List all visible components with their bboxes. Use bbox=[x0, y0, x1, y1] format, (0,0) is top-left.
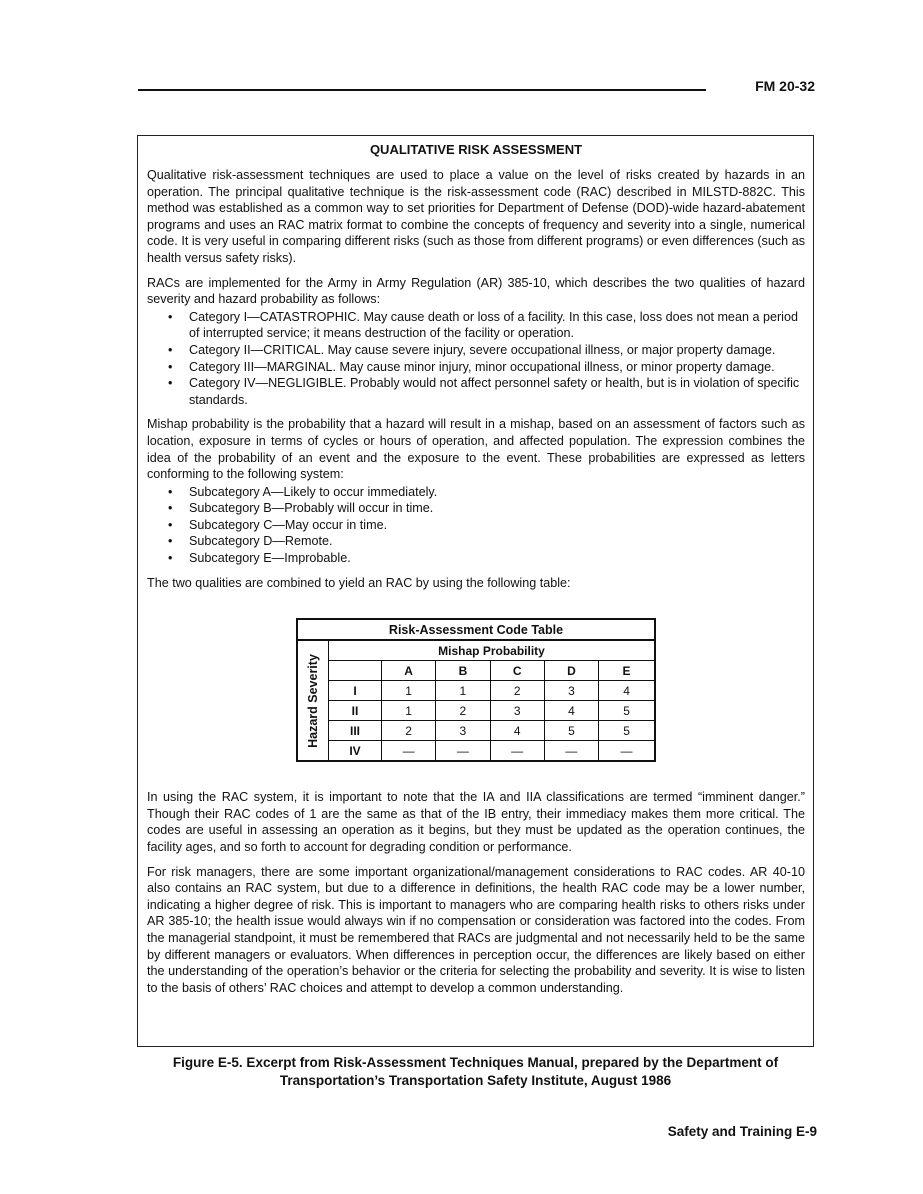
table-cell: — bbox=[490, 741, 544, 762]
table-cell: 2 bbox=[490, 681, 544, 701]
corner-cell bbox=[329, 661, 382, 681]
row-header: IV bbox=[329, 741, 382, 762]
table-cell: 1 bbox=[382, 701, 436, 721]
header-rule bbox=[138, 89, 706, 91]
list-item: • Category II—CRITICAL. May cause severe injury, severe occupational illness, or major property damage. bbox=[147, 342, 805, 359]
table-cell: 3 bbox=[436, 721, 490, 741]
mishap-probability-header: Mishap Probability bbox=[329, 640, 656, 661]
column-header: B bbox=[436, 661, 490, 681]
probability-subcategory-list bbox=[147, 484, 805, 567]
list-item: • Category I—CATASTROPHIC. May cause death or loss of a facility. In this case, loss does not mean a period of interrupted service; it means destruction of the facility or operation. bbox=[147, 309, 805, 342]
table-cell: 2 bbox=[382, 721, 436, 741]
column-header: A bbox=[382, 661, 436, 681]
table-cell: 1 bbox=[382, 681, 436, 701]
page-footer: Safety and Training E-9 bbox=[667, 1124, 817, 1139]
list-item: • Category IV—NEGLIGIBLE. Probably would not affect personnel safety or health, but is in violation of specific standards. bbox=[147, 375, 805, 408]
column-header: D bbox=[544, 661, 598, 681]
figure-caption-line-2: Transportation’s Transportation Safety Institute, August 1986 bbox=[279, 1073, 672, 1088]
hazard-severity-label: Hazard Severity bbox=[306, 653, 320, 748]
table-cell: 5 bbox=[544, 721, 598, 741]
table-cell: — bbox=[436, 741, 490, 762]
table-cell: — bbox=[544, 741, 598, 762]
row-header: II bbox=[329, 701, 382, 721]
table-cell: 5 bbox=[599, 721, 655, 741]
table-intro: The two qualities are combined to yield an RAC by using the following table: bbox=[147, 575, 571, 590]
hazard-severity-header-cell bbox=[297, 640, 329, 761]
managers-paragraph: For risk managers, there are some important organizational/management considerations to RAC codes. AR 40-10 also contains an RAC system, but due to a difference in definitions, the health RAC code may be a lower number, indicating a higher degree of risk. This is important to managers who are comparing health risks to others risks under AR 385-10; the health issue would always win if no compensation or consideration was factored into the codes. From the managerial standpoint, it must be remembered that RACs are judgmental and not necessarily held to be the same by different managers or evaluators. When differences in perception occur, the differences are likely based on either the understanding of the operation’s behavior or the criteria for selecting the probability and severity. It is wise to listen to the basis of others’ RAC choices and attempt to develop a common understanding. bbox=[147, 864, 805, 995]
probability-paragraph: Mishap probability is the probability that a hazard will result in a mishap, based on an assessment of factors such as location, exposure in terms of cycles or hours of operation, and affected population. The expression combines the idea of the probability of an event and the exposure to the event. These probabilities are expressed as letters conforming to the following system: bbox=[147, 417, 805, 482]
table-row bbox=[297, 701, 655, 721]
list-item: • Subcategory D—Remote. bbox=[147, 533, 805, 550]
list-item: • Category III—MARGINAL. May cause minor injury, minor occupational illness, or minor property damage. bbox=[147, 359, 805, 376]
table-cell: — bbox=[382, 741, 436, 762]
table-cell: 4 bbox=[544, 701, 598, 721]
rac-table-title: Risk-Assessment Code Table bbox=[297, 619, 655, 640]
column-header: C bbox=[490, 661, 544, 681]
rac-paragraph: RACs are implemented for the Army in Army Regulation (AR) 385-10, which describes the two qualities of hazard severity and hazard probability as follows: bbox=[147, 275, 805, 307]
table-cell: 3 bbox=[490, 701, 544, 721]
risk-assessment-box bbox=[137, 135, 814, 1047]
severity-category-list bbox=[147, 309, 805, 409]
manual-id: FM 20-32 bbox=[755, 78, 815, 94]
list-item: • Subcategory C—May occur in time. bbox=[147, 517, 805, 534]
table-row bbox=[297, 721, 655, 741]
list-item: • Subcategory B—Probably will occur in time. bbox=[147, 500, 805, 517]
figure-caption bbox=[137, 1054, 814, 1090]
rac-table-wrapper bbox=[296, 618, 656, 762]
table-cell: 2 bbox=[436, 701, 490, 721]
table-cell: 3 bbox=[544, 681, 598, 701]
usage-paragraph: In using the RAC system, it is important to note that the IA and IIA classifications are termed “imminent danger.” Though their RAC codes of 1 are the same as that of the IB entry, their immediacy makes them more critical. The codes are useful in assessing an operation as it begins, but they must be updated as the operation continues, the facility ages, and so forth to account for degrading condition or performance. bbox=[147, 790, 805, 855]
column-header: E bbox=[599, 661, 655, 681]
row-header: I bbox=[329, 681, 382, 701]
table-row bbox=[297, 741, 655, 762]
table-cell: 5 bbox=[599, 701, 655, 721]
figure-caption-line-1: Figure E-5. Excerpt from Risk-Assessment Techniques Manual, prepared by the Department of bbox=[172, 1055, 779, 1070]
table-header-row bbox=[297, 661, 655, 681]
rac-table bbox=[296, 618, 656, 762]
table-row bbox=[297, 681, 655, 701]
row-header: III bbox=[329, 721, 382, 741]
list-item: • Subcategory A—Likely to occur immediately. bbox=[147, 484, 805, 501]
table-cell: 4 bbox=[599, 681, 655, 701]
box-title: QUALITATIVE RISK ASSESSMENT bbox=[369, 142, 583, 157]
list-item: • Subcategory E—Improbable. bbox=[147, 550, 805, 567]
intro-paragraph: Qualitative risk-assessment techniques are used to place a value on the level of risks created by hazards in an operation. The principal qualitative technique is the risk-assessment code (RAC) described in MILSTD-882C. This method was established as a common way to set priorities for Department of Defense (DOD)-wide hazard-abatement programs and uses an RAC matrix format to combine the concepts of frequency and severity into a single, numerical code. It is very useful in comparing different risks (such as those from different programs) or even differences (such as health versus safety risks). bbox=[147, 168, 805, 265]
table-cell: 1 bbox=[436, 681, 490, 701]
table-cell: 4 bbox=[490, 721, 544, 741]
table-cell: — bbox=[599, 741, 655, 762]
